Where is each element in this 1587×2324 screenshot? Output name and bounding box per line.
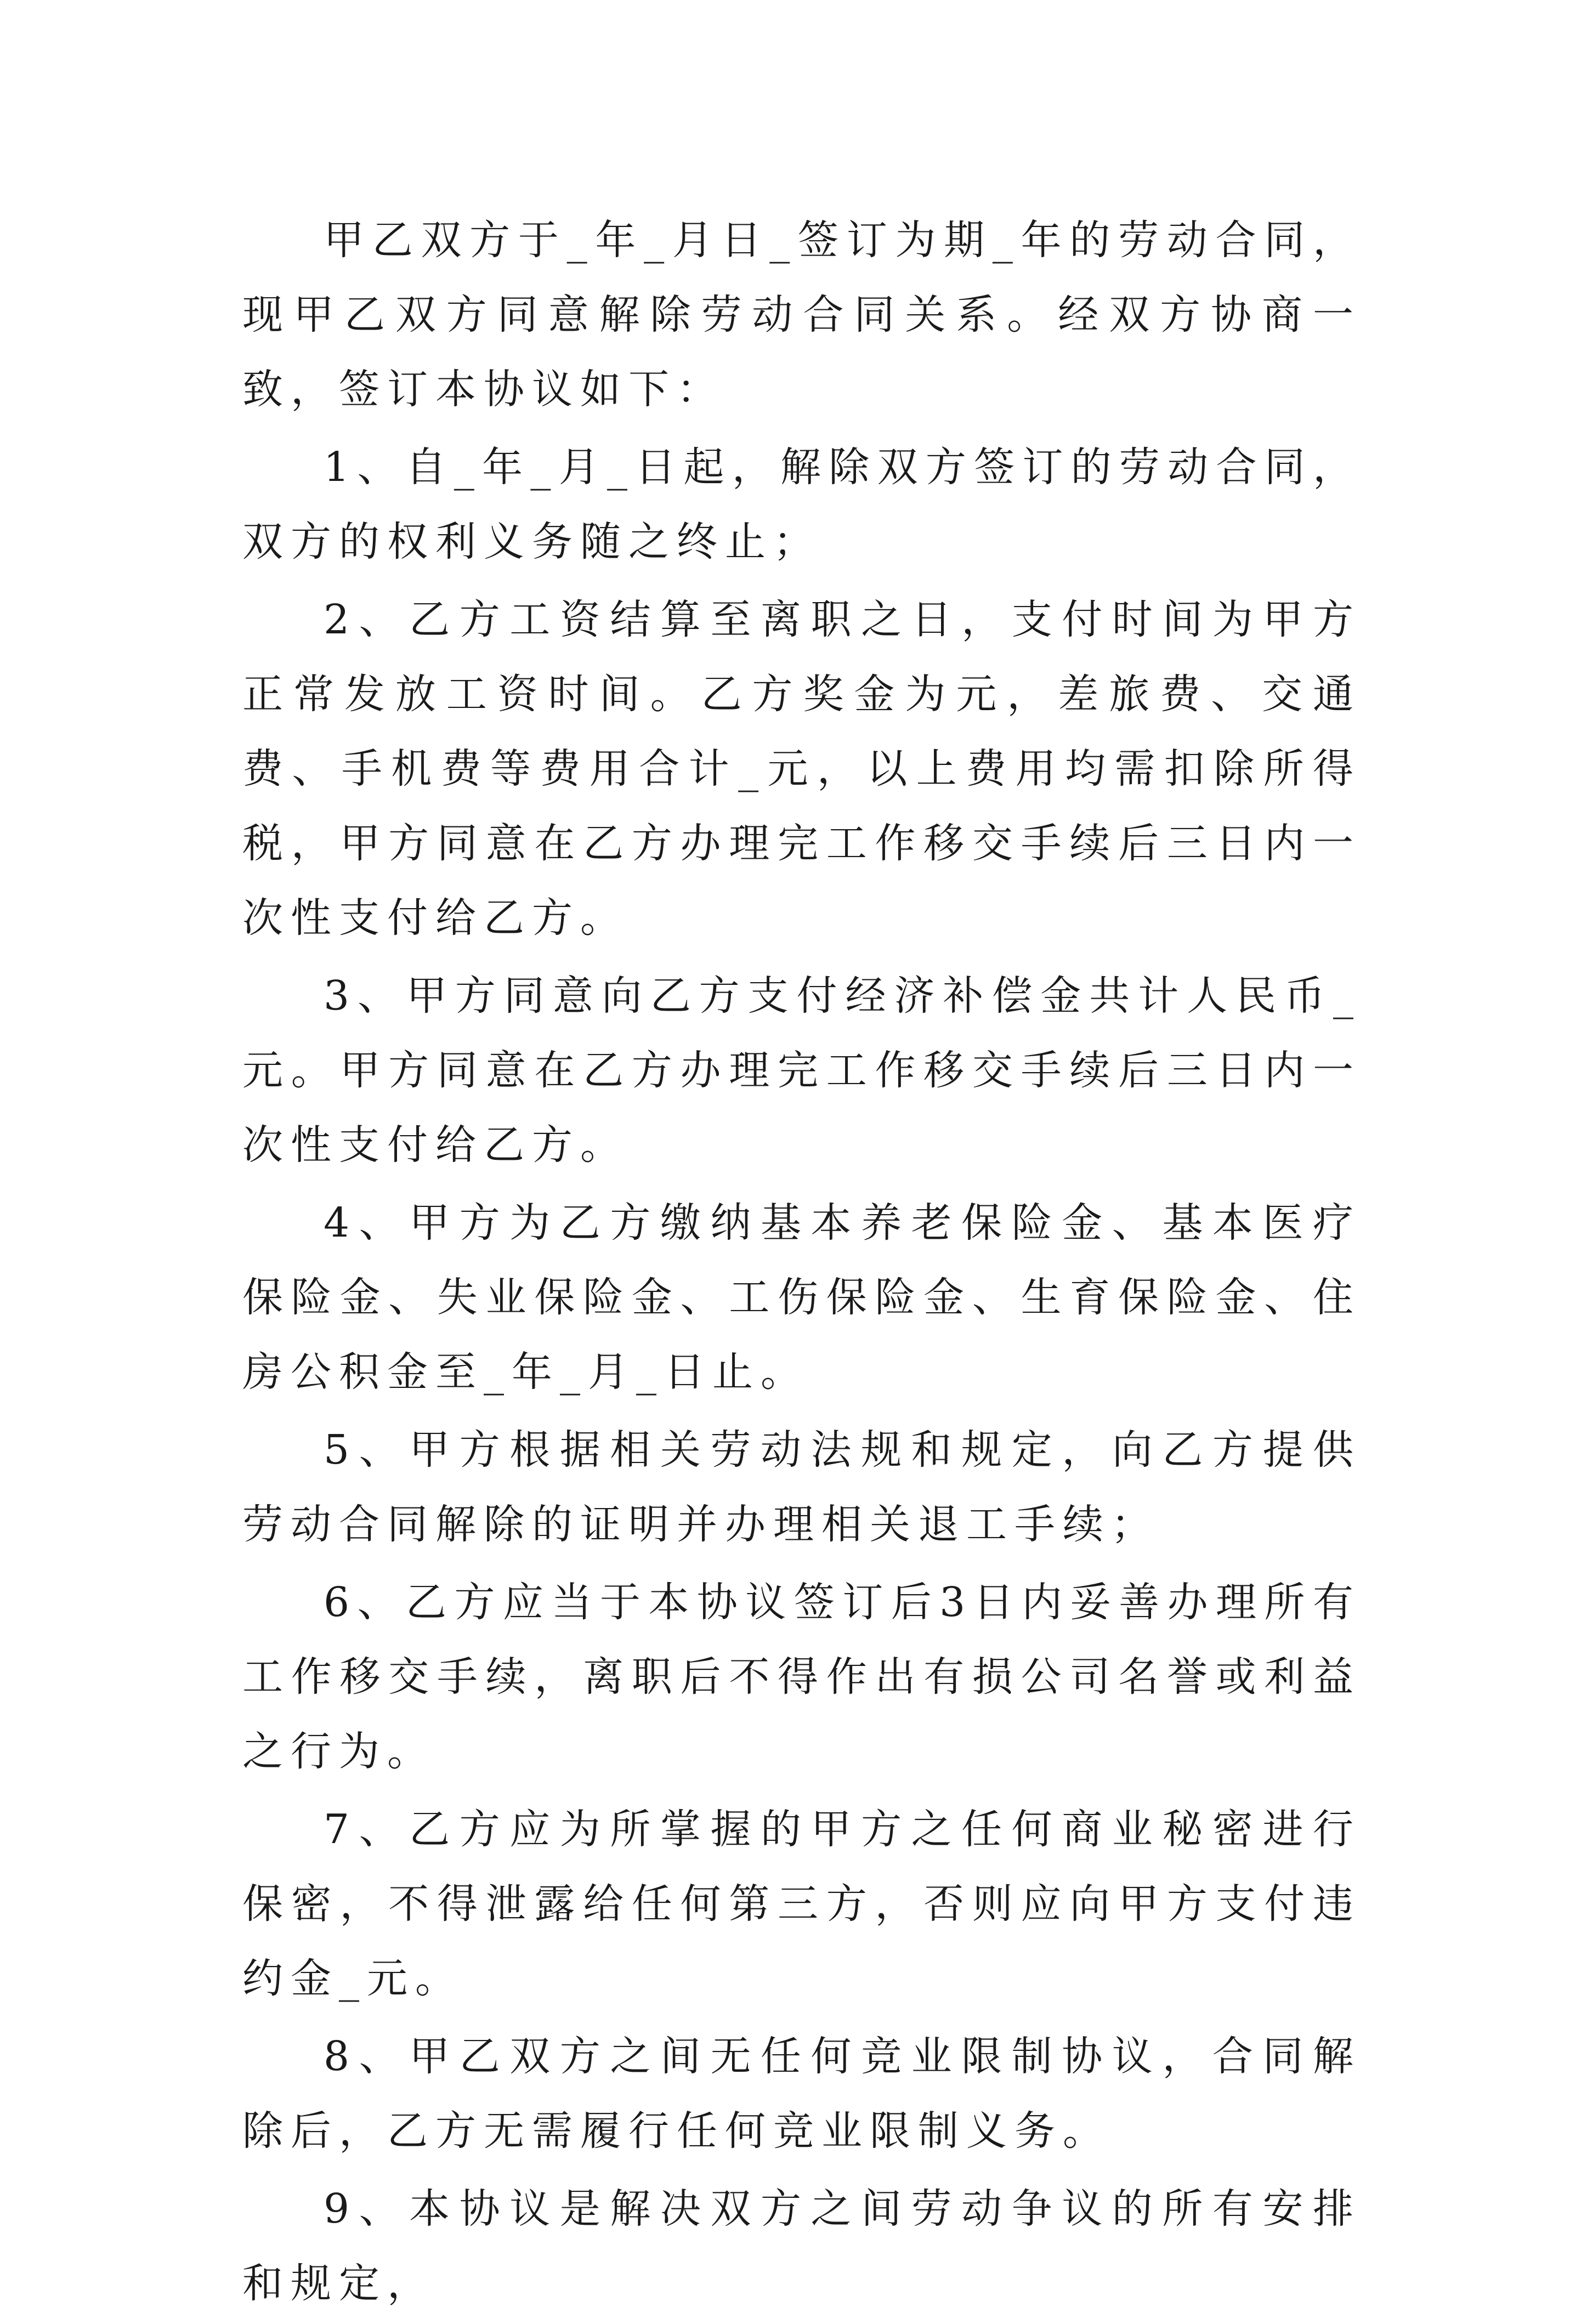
clause-5: 5、甲方根据相关劳动法规和规定，向乙方提供劳动合同解除的证明并办理相关退工手续； [242, 1426, 1361, 1548]
paragraph-intro: 甲乙双方于_年_月日_签订为期_年的劳动合同，现甲乙双方同意解除劳动合同关系。经双方协商一致，签订本协议如下： [242, 217, 1361, 413]
clause-6: 6、乙方应当于本协议签订后3日内妥善办理所有工作移交手续，离职后不得作出有损公司名誉或利益之行为。 [242, 1579, 1361, 1775]
clause-7: 7、乙方应为所掌握的甲方之任何商业秘密进行保密，不得泄露给任何第三方，否则应向甲方支付违约金_元。 [242, 1806, 1361, 2002]
clause-3: 3、甲方同意向乙方支付经济补偿金共计人民币_元。甲方同意在乙方办理完工作移交手续后三日内一次性支付给乙方。 [242, 972, 1361, 1169]
document-body [242, 203, 1361, 2324]
clause-8: 8、甲乙双方之间无任何竞业限制协议，合同解除后，乙方无需履行任何竞业限制义务。 [242, 2033, 1361, 2155]
clause-2: 2、乙方工资结算至离职之日，支付时间为甲方正常发放工资时间。乙方奖金为元，差旅费、交通费、手机费等费用合计_元，以上费用均需扣除所得税，甲方同意在乙方办理完工作移交手续后三日内一次性支付给乙方。 [242, 596, 1361, 942]
clause-1: 1、自_年_月_日起，解除双方签订的劳动合同，双方的权利义务随之终止； [242, 444, 1361, 565]
clause-4: 4、甲方为乙方缴纳基本养老保险金、基本医疗保险金、失业保险金、工伤保险金、生育保险金、住房公积金至_年_月_日止。 [242, 1199, 1361, 1396]
clause-9: 9、本协议是解决双方之间劳动争议的所有安排和规定， [242, 2185, 1361, 2307]
